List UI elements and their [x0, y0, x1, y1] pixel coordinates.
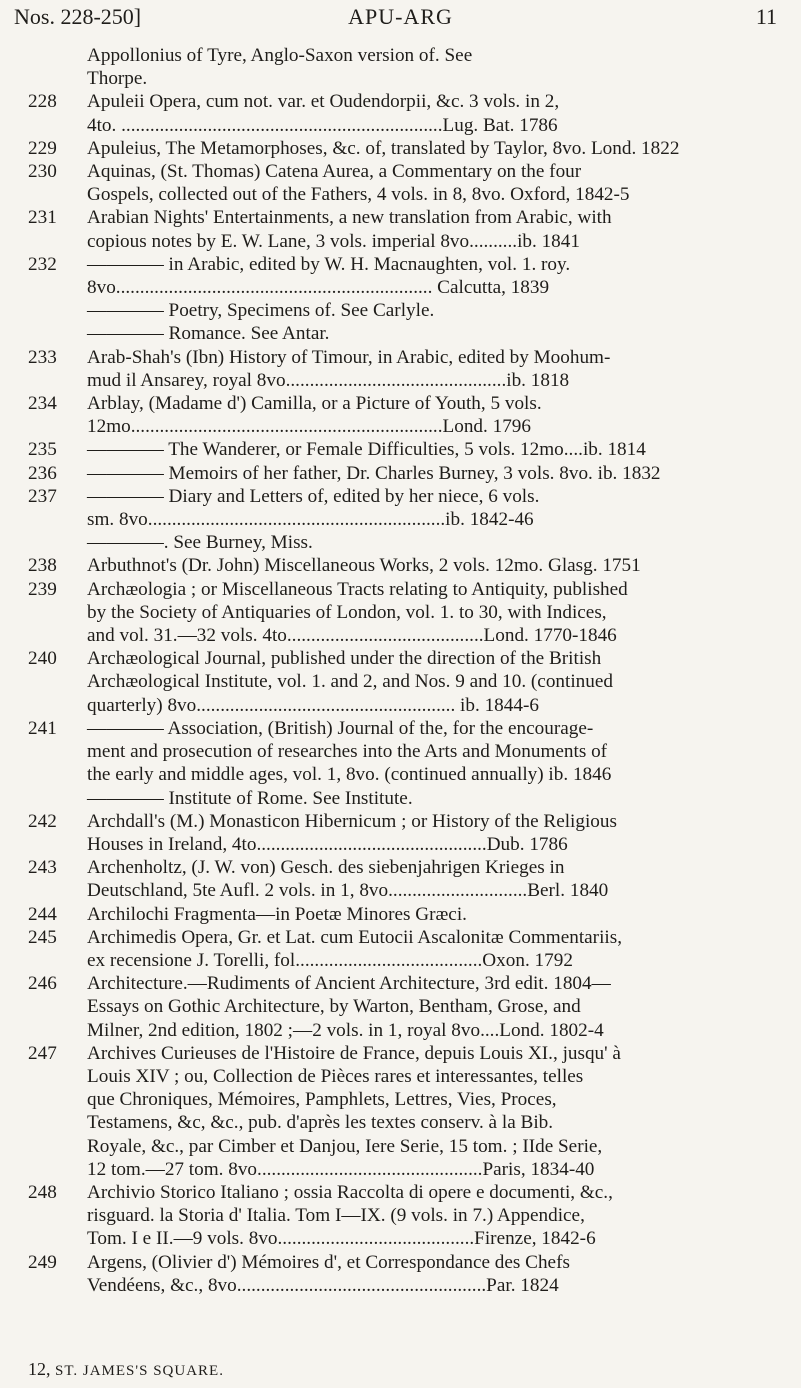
catalog-entry	[0, 717, 801, 787]
catalog-entry	[0, 1251, 801, 1297]
catalog-entries	[0, 44, 801, 1297]
entry-line: Archivio Storico Italiano ; ossia Raccolta di opere e documenti, &c.,	[87, 1181, 613, 1203]
entry-number: 228	[28, 91, 57, 113]
footer-signature: ST. JAMES'S SQUARE.	[55, 1363, 224, 1379]
entry-line: Deutschland, 5te Aufl. 2 vols. in 1, 8vo.............................Berl. 1840	[87, 880, 609, 902]
entry-number: 244	[28, 903, 57, 925]
entry-number: 246	[28, 973, 57, 995]
catalog-entry	[0, 554, 801, 577]
entry-line: sm. 8vo..............................................................ib. 1842-46	[87, 509, 534, 531]
catalog-entry	[0, 1042, 801, 1181]
catalog-entry	[0, 903, 801, 926]
entry-number: 247	[28, 1042, 57, 1064]
entry-line: Appollonius of Tyre, Anglo-Saxon version of. See	[87, 45, 473, 66]
catalog-entry	[0, 485, 801, 531]
entry-line: quarterly) 8vo...................................................... ib. 1844-6	[87, 694, 539, 716]
entry-number: 231	[28, 207, 57, 229]
header-title: APU-ARG	[348, 4, 453, 29]
footer-number: 12,	[28, 1359, 51, 1379]
entry-line: Testamens, &c, &c., pub. d'après les textes conserv. à la Bib.	[87, 1112, 554, 1134]
entry-line: Vendéens, &c., 8vo....................................................Par. 1824	[87, 1274, 559, 1296]
entry-line: 12 tom.—27 tom. 8vo...............................................Paris, 1834-40	[87, 1158, 595, 1180]
entry-line: by the Society of Antiquaries of London, vol. 1. to 30, with Indices,	[87, 601, 607, 623]
entry-number: 230	[28, 161, 57, 183]
catalog-entry	[0, 299, 801, 322]
entry-line: Arblay, (Madame d') Camilla, or a Picture of Youth, 5 vols.	[87, 393, 542, 415]
entry-number: 233	[28, 346, 57, 368]
catalog-entry	[0, 322, 801, 345]
entry-line: 12mo.................................................................Lond. 1796	[87, 416, 531, 438]
entry-line: Gospels, collected out of the Fathers, 4 vols. in 8, 8vo. Oxford, 1842-5	[87, 184, 630, 206]
catalog-entry	[0, 1181, 801, 1251]
entry-number: 242	[28, 810, 57, 832]
entry-line: que Chroniques, Mémoires, Pamphlets, Lettres, Vies, Proces,	[87, 1089, 557, 1111]
catalog-entry	[0, 438, 801, 461]
catalog-entry	[0, 90, 801, 136]
entry-number: 238	[28, 555, 57, 577]
entry-number: 243	[28, 857, 57, 879]
catalog-entry	[0, 856, 801, 902]
entry-line: Royale, &c., par Cimber et Danjou, Iere Serie, 15 tom. ; IIde Serie,	[87, 1135, 603, 1157]
entry-line: ———— The Wanderer, or Female Difficulties, 5 vols. 12mo....ib. 1814	[87, 439, 646, 461]
entry-number: 248	[28, 1181, 57, 1203]
catalog-entry	[0, 810, 801, 856]
entry-number: 245	[28, 926, 57, 948]
catalog-entry	[0, 462, 801, 485]
entry-number: 229	[28, 137, 57, 159]
entry-line: ———— Institute of Rome. See Institute.	[87, 787, 413, 809]
entry-number: 234	[28, 393, 57, 415]
entry-line: ———— Memoirs of her father, Dr. Charles Burney, 3 vols. 8vo. ib. 1832	[87, 462, 661, 484]
entry-line: ———— in Arabic, edited by W. H. Macnaughten, vol. 1. roy.	[87, 253, 571, 275]
entry-number: 235	[28, 439, 57, 461]
header-range: Nos. 228-250]	[14, 4, 142, 29]
entry-line: Archdall's (M.) Monasticon Hibernicum ; or History of the Religious	[87, 810, 617, 832]
entry-number: 239	[28, 578, 57, 600]
entry-line: ———— Association, (British) Journal of the, for the encourage-	[87, 717, 594, 739]
entry-line: Thorpe.	[87, 68, 148, 90]
catalog-entry	[0, 787, 801, 810]
catalog-entry	[0, 647, 801, 717]
header-page-number: 11	[755, 4, 777, 29]
catalog-entry	[0, 972, 801, 1042]
entry-line: Apuleius, The Metamorphoses, &c. of, translated by Taylor, 8vo. Lond. 1822	[87, 137, 680, 159]
catalog-entry	[0, 578, 801, 648]
entry-line: Architecture.—Rudiments of Ancient Architecture, 3rd edit. 1804—	[87, 973, 611, 995]
catalog-entry	[0, 137, 801, 160]
entry-line: Milner, 2nd edition, 1802 ;—2 vols. in 1, royal 8vo....Lond. 1802-4	[87, 1019, 604, 1041]
catalog-entry	[0, 346, 801, 392]
entry-line: 4to. ...................................................................Lug. Bat. 1786	[87, 114, 558, 136]
catalog-entry	[0, 531, 801, 554]
entry-line: ex recensione J. Torelli, fol.......................................Oxon. 1792	[87, 949, 573, 971]
entry-line: mud il Ansarey, royal 8vo..............................................ib. 1818	[87, 369, 570, 391]
page-footer	[28, 1359, 224, 1380]
catalog-entry	[0, 44, 801, 90]
entry-line: Archæologia ; or Miscellaneous Tracts relating to Antiquity, published	[87, 578, 628, 600]
entry-line: risguard. la Storia d' Italia. Tom I—IX. (9 vols. in 7.) Appendice,	[87, 1205, 585, 1227]
entry-line: ment and prosecution of researches into the Arts and Monuments of	[87, 741, 608, 763]
page-header	[0, 0, 801, 40]
entry-line: Apuleii Opera, cum not. var. et Oudendorpii, &c. 3 vols. in 2,	[87, 91, 560, 113]
entry-line: copious notes by E. W. Lane, 3 vols. imperial 8vo..........ib. 1841	[87, 230, 580, 252]
entry-line: Archives Curieuses de l'Histoire de France, depuis Louis XI., jusqu' à	[87, 1042, 621, 1064]
entry-number: 240	[28, 648, 57, 670]
entry-line: Essays on Gothic Architecture, by Warton, Bentham, Grose, and	[87, 996, 581, 1018]
entry-line: Arabian Nights' Entertainments, a new translation from Arabic, with	[87, 207, 612, 229]
entry-line: Archæological Institute, vol. 1. and 2, and Nos. 9 and 10. (continued	[87, 671, 613, 693]
entry-line: Arbuthnot's (Dr. John) Miscellaneous Works, 2 vols. 12mo. Glasg. 1751	[87, 555, 641, 577]
entry-line: Archilochi Fragmenta—in Poetæ Minores Græci.	[87, 903, 467, 925]
entry-line: ———— Diary and Letters of, edited by her niece, 6 vols.	[87, 485, 540, 507]
entry-number: 241	[28, 717, 57, 739]
entry-line: Archenholtz, (J. W. von) Gesch. des siebenjahrigen Krieges in	[87, 857, 565, 879]
entry-line: Houses in Ireland, 4to................................................Dub. 1786	[87, 833, 568, 855]
entry-line: Aquinas, (St. Thomas) Catena Aurea, a Commentary on the four	[87, 161, 582, 183]
entry-line: Louis XIV ; ou, Collection de Pièces rares et interessantes, telles	[87, 1065, 584, 1087]
catalog-entry	[0, 160, 801, 206]
entry-number: 237	[28, 485, 57, 507]
entry-line: Archæological Journal, published under the direction of the British	[87, 648, 602, 670]
catalog-entry	[0, 392, 801, 438]
entry-number: 232	[28, 253, 57, 275]
entry-line: Argens, (Olivier d') Mémoires d', et Correspondance des Chefs	[87, 1251, 570, 1273]
catalog-entry	[0, 253, 801, 299]
entry-line: Archimedis Opera, Gr. et Lat. cum Eutocii Ascalonitæ Commentariis,	[87, 926, 623, 948]
entry-line: Arab-Shah's (Ibn) History of Timour, in Arabic, edited by Moohum-	[87, 346, 611, 368]
entry-line: and vol. 31.—32 vols. 4to.........................................Lond. 1770-1846	[87, 625, 617, 647]
catalog-entry	[0, 206, 801, 252]
entry-line: ———— Romance. See Antar.	[87, 323, 330, 345]
entry-line: 8vo.................................................................. Calcutta, 1839	[87, 277, 550, 299]
entry-line: the early and middle ages, vol. 1, 8vo. (continued annually) ib. 1846	[87, 764, 612, 786]
entry-line: Tom. I e II.—9 vols. 8vo.........................................Firenze, 1842-6	[87, 1228, 596, 1250]
entry-number: 249	[28, 1251, 57, 1273]
entry-number: 236	[28, 462, 57, 484]
entry-line: ————. See Burney, Miss.	[87, 532, 313, 554]
entry-line: ———— Poetry, Specimens of. See Carlyle.	[87, 300, 435, 322]
catalog-entry	[0, 926, 801, 972]
